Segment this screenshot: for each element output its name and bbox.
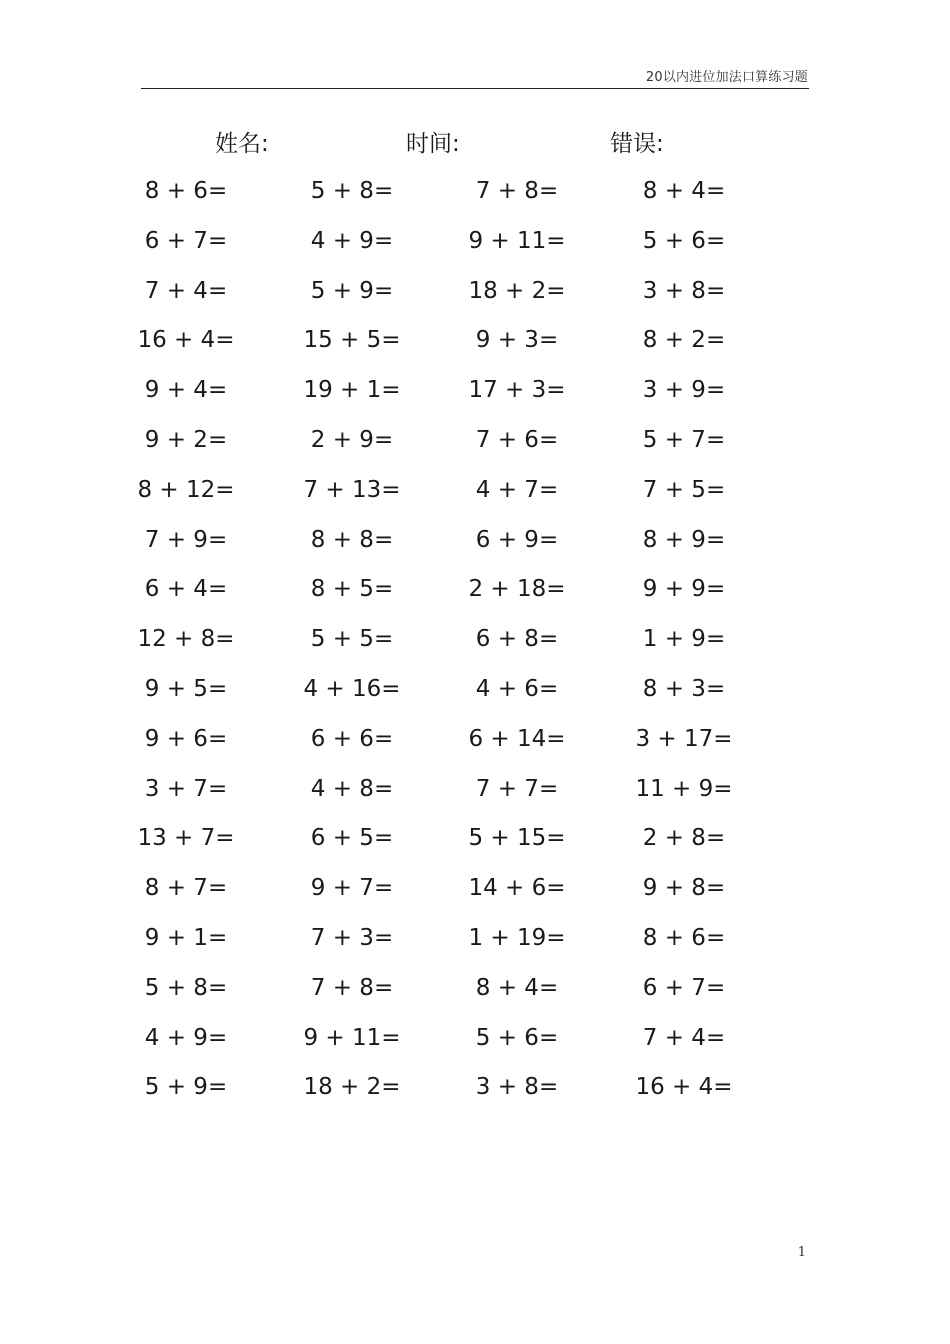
problem-r12-c4: 3 + 17= xyxy=(635,725,733,752)
problem-r19-c4: 16 + 4= xyxy=(635,1074,733,1101)
problem-r10-c1: 12 + 8= xyxy=(137,626,235,653)
problem-r10-c2: 5 + 5= xyxy=(310,626,394,653)
problem-r7-c4: 7 + 5= xyxy=(642,476,726,503)
problem-r14-c2: 6 + 5= xyxy=(310,825,394,852)
problem-r11-c2: 4 + 16= xyxy=(303,676,401,702)
problem-r18-c4: 7 + 4= xyxy=(642,1024,726,1051)
errors-label: 错误: xyxy=(610,131,664,157)
problem-r1-c4: 8 + 4= xyxy=(642,178,726,204)
problem-r17-c1: 5 + 8= xyxy=(144,974,228,1001)
problem-r12-c2: 6 + 6= xyxy=(310,725,394,752)
problem-r16-c1: 9 + 1= xyxy=(144,925,228,951)
problem-r11-c4: 8 + 3= xyxy=(642,676,726,702)
problem-r18-c1: 4 + 9= xyxy=(144,1024,228,1051)
problem-r1-c3: 7 + 8= xyxy=(475,178,559,204)
problem-r13-c4: 11 + 9= xyxy=(635,775,733,802)
problem-r5-c1: 9 + 4= xyxy=(144,377,228,404)
problem-r4-c4: 8 + 2= xyxy=(642,327,726,354)
problem-r19-c2: 18 + 2= xyxy=(303,1074,401,1101)
problem-r12-c3: 6 + 14= xyxy=(468,725,566,752)
problem-r1-c2: 5 + 8= xyxy=(310,178,394,204)
problem-r2-c4: 5 + 6= xyxy=(642,227,726,254)
problem-r5-c2: 19 + 1= xyxy=(303,377,401,404)
problem-r8-c2: 8 + 8= xyxy=(310,526,394,553)
problem-r16-c3: 1 + 19= xyxy=(468,925,566,951)
problem-r8-c3: 6 + 9= xyxy=(475,526,559,553)
problem-r16-c4: 8 + 6= xyxy=(642,925,726,951)
problem-r13-c3: 7 + 7= xyxy=(475,775,559,802)
problem-r17-c3: 8 + 4= xyxy=(475,974,559,1001)
problem-r14-c1: 13 + 7= xyxy=(137,825,235,852)
problem-r19-c3: 3 + 8= xyxy=(475,1074,559,1101)
problem-r1-c1: 8 + 6= xyxy=(144,178,228,204)
problem-r5-c4: 3 + 9= xyxy=(642,377,726,404)
problem-r2-c3: 9 + 11= xyxy=(468,227,566,254)
problem-r3-c2: 5 + 9= xyxy=(310,277,394,304)
problem-r10-c4: 1 + 9= xyxy=(642,626,726,653)
problem-r9-c1: 6 + 4= xyxy=(144,576,228,603)
problem-r15-c3: 14 + 6= xyxy=(468,875,566,902)
header-title: 20以内进位加法口算练习题 xyxy=(645,70,808,85)
problem-r6-c1: 9 + 2= xyxy=(144,427,228,453)
problem-r6-c2: 2 + 9= xyxy=(310,427,394,453)
problem-r11-c1: 9 + 5= xyxy=(144,676,228,702)
problem-r4-c2: 15 + 5= xyxy=(303,327,401,354)
problem-r4-c3: 9 + 3= xyxy=(475,327,559,354)
problem-r10-c3: 6 + 8= xyxy=(475,626,559,653)
problem-r4-c1: 16 + 4= xyxy=(137,327,235,354)
problem-r13-c2: 4 + 8= xyxy=(310,775,394,802)
problem-r15-c2: 9 + 7= xyxy=(310,875,394,902)
problem-r8-c4: 8 + 9= xyxy=(642,526,726,553)
problem-r16-c2: 7 + 3= xyxy=(310,925,394,951)
problem-r6-c4: 5 + 7= xyxy=(642,427,726,453)
name-label: 姓名: xyxy=(215,131,269,157)
problem-r9-c3: 2 + 18= xyxy=(468,576,566,603)
problem-r15-c4: 9 + 8= xyxy=(642,875,726,902)
problem-r7-c3: 4 + 7= xyxy=(475,476,559,503)
time-label: 时间: xyxy=(406,131,460,157)
problem-r11-c3: 4 + 6= xyxy=(475,676,559,702)
problem-r7-c2: 7 + 13= xyxy=(303,476,401,503)
problem-r7-c1: 8 + 12= xyxy=(137,476,235,503)
problem-r2-c2: 4 + 9= xyxy=(310,227,394,254)
problem-r17-c4: 6 + 7= xyxy=(642,974,726,1001)
problem-r18-c3: 5 + 6= xyxy=(475,1024,559,1051)
problem-r2-c1: 6 + 7= xyxy=(144,227,228,254)
problem-r17-c2: 7 + 8= xyxy=(310,974,394,1001)
page-number: 1 xyxy=(797,1245,806,1260)
problem-r9-c4: 9 + 9= xyxy=(642,576,726,603)
problem-r5-c3: 17 + 3= xyxy=(468,377,566,404)
problem-r19-c1: 5 + 9= xyxy=(144,1074,228,1101)
problem-r15-c1: 8 + 7= xyxy=(144,875,228,902)
problem-r12-c1: 9 + 6= xyxy=(144,725,228,752)
problem-r18-c2: 9 + 11= xyxy=(303,1024,401,1051)
problem-r8-c1: 7 + 9= xyxy=(144,526,228,553)
problem-r9-c2: 8 + 5= xyxy=(310,576,394,603)
problem-r14-c3: 5 + 15= xyxy=(468,825,566,852)
problem-r6-c3: 7 + 6= xyxy=(475,427,559,453)
problem-r3-c4: 3 + 8= xyxy=(642,277,726,304)
problem-r3-c1: 7 + 4= xyxy=(144,277,228,304)
problem-r13-c1: 3 + 7= xyxy=(144,775,228,802)
problem-r14-c4: 2 + 8= xyxy=(642,825,726,852)
problem-r3-c3: 18 + 2= xyxy=(468,277,566,304)
